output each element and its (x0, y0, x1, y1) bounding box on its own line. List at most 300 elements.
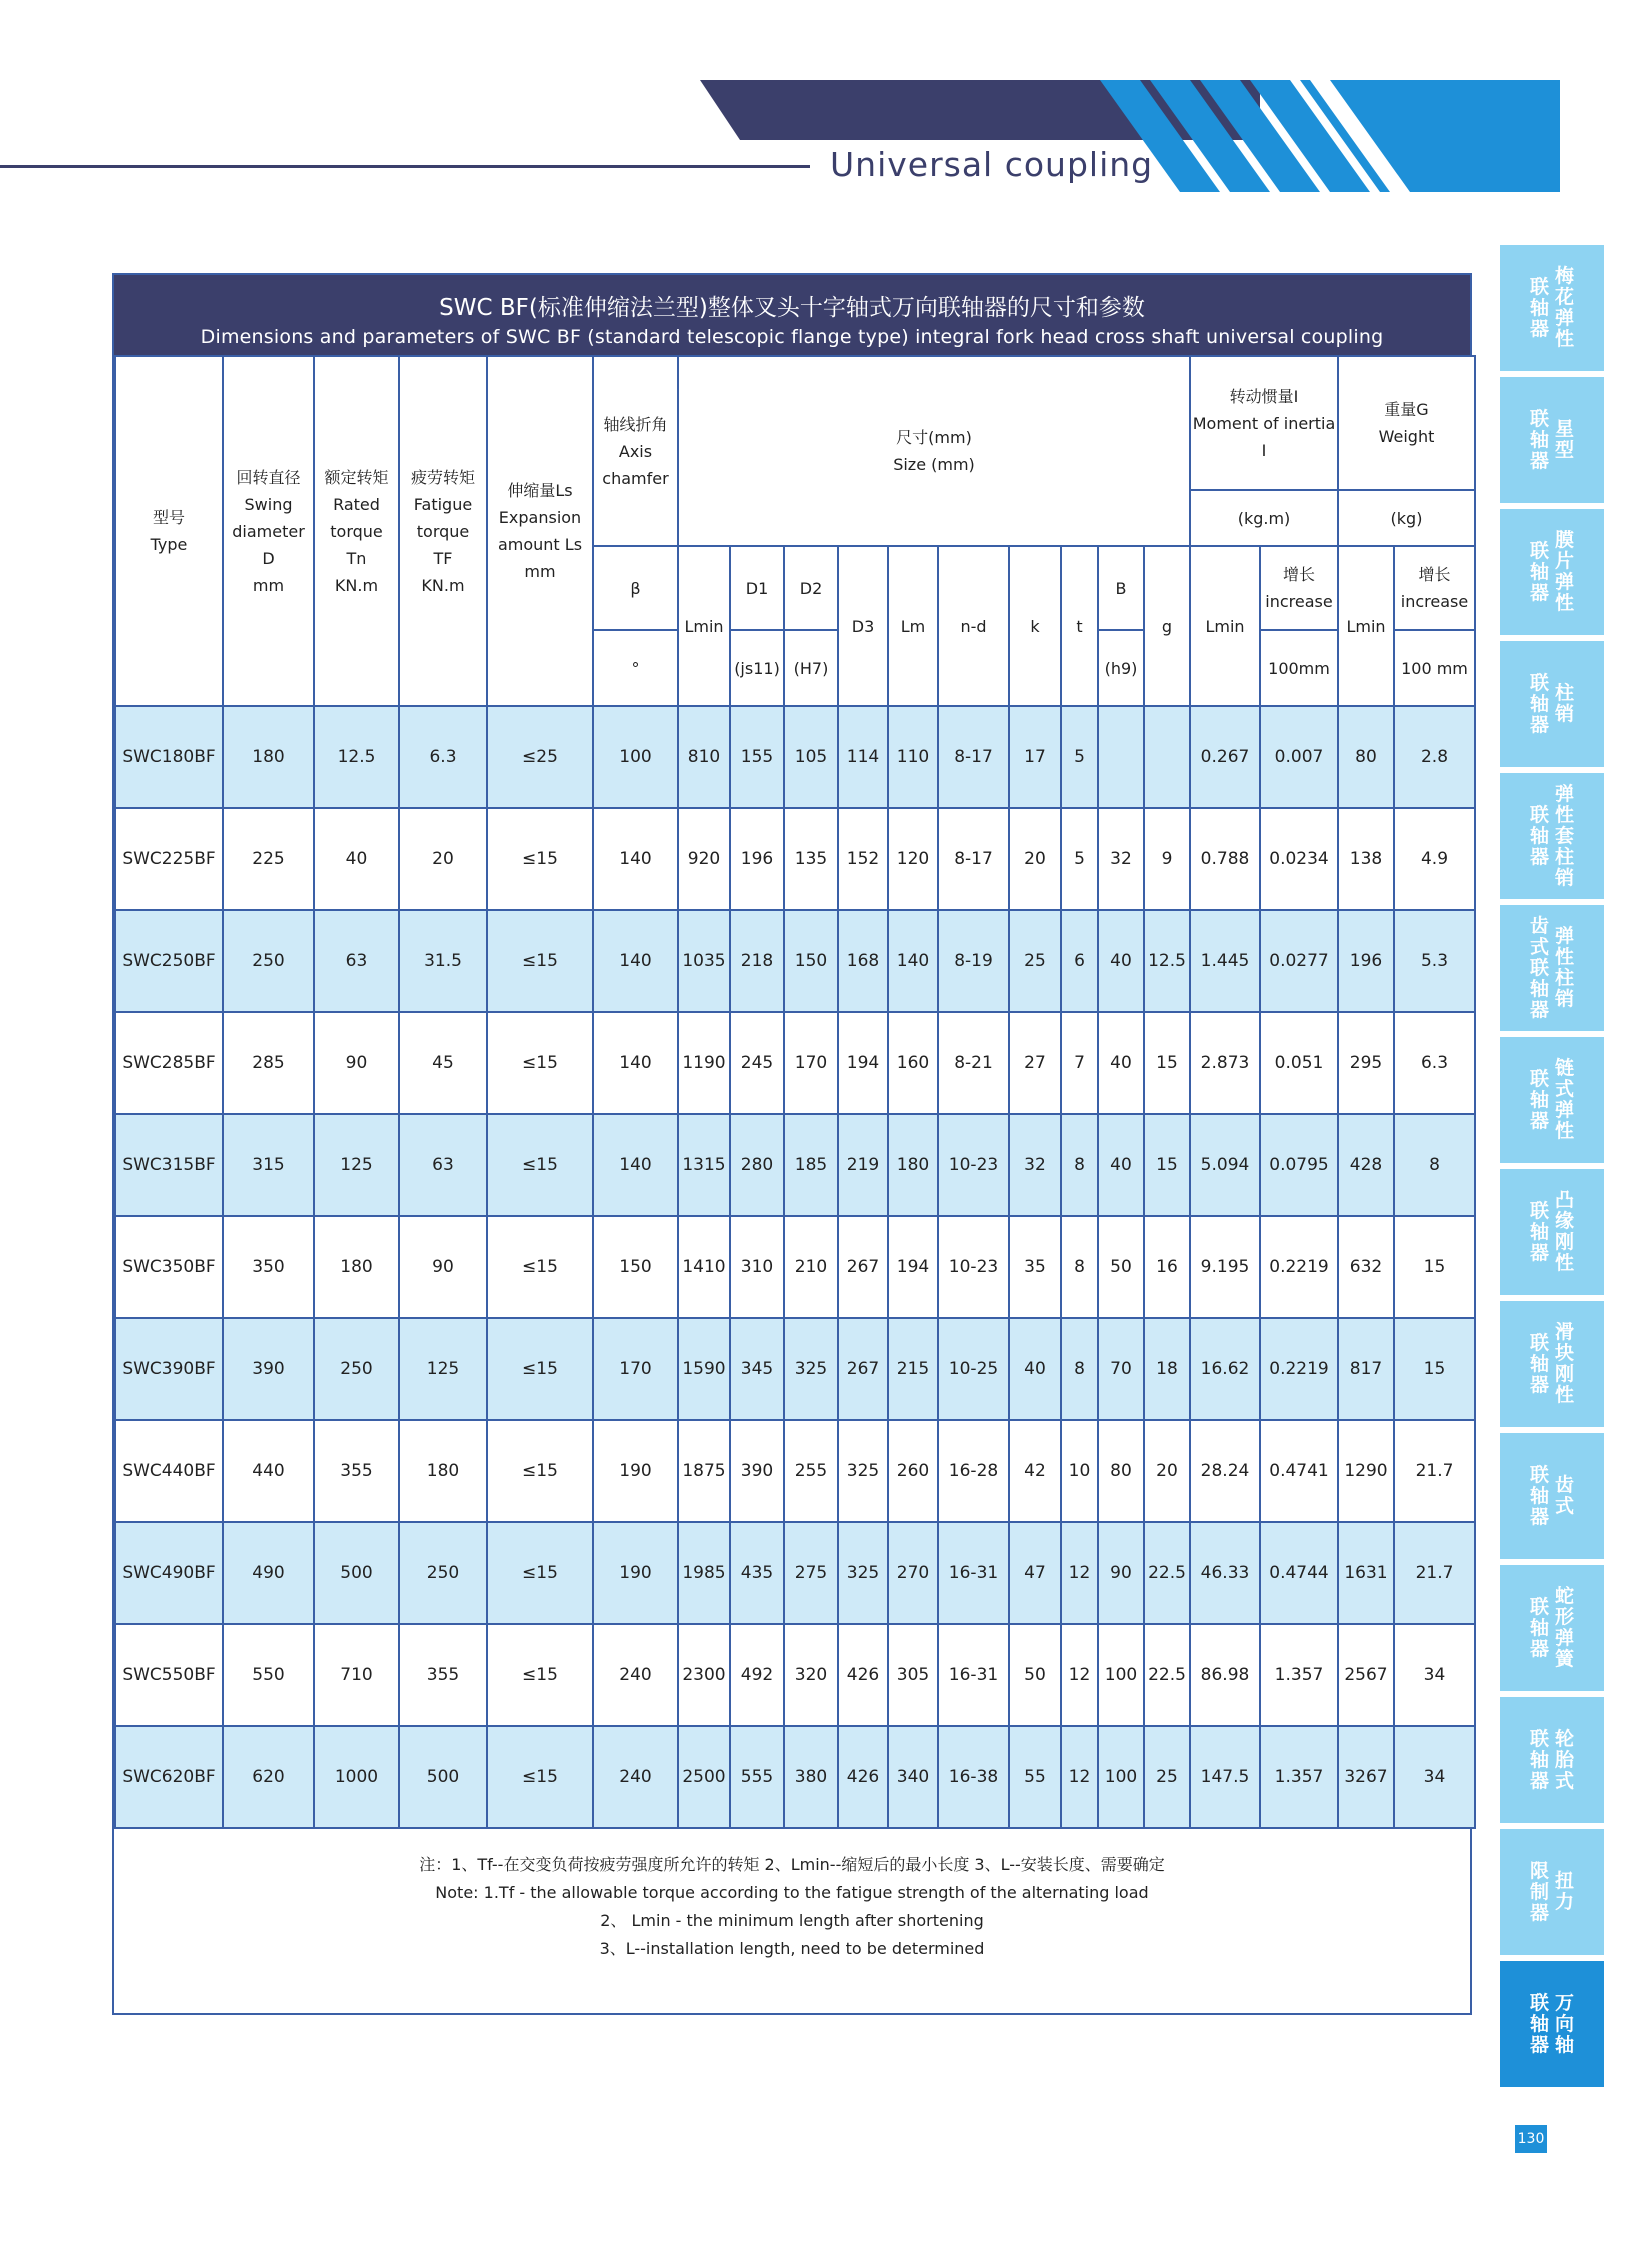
side-tab-char: 轴 (1529, 1220, 1549, 1243)
side-tab-label (1530, 409, 1549, 472)
side-tab-char: 轴 (1529, 1352, 1549, 1375)
col-moment-lmin: Lmin (1190, 546, 1260, 706)
side-tab-char: 联 (1529, 1331, 1549, 1354)
table-cell: 140 (593, 808, 678, 910)
table-cell: 325 (784, 1318, 838, 1420)
table-cell: 168 (838, 910, 888, 1012)
side-tab-char: 器 (1529, 1901, 1549, 1924)
table-cell: 817 (1338, 1318, 1394, 1420)
side-tab[interactable] (1500, 905, 1604, 1031)
side-tab-char: 器 (1529, 2033, 1549, 2056)
table-cell: 2.8 (1394, 706, 1475, 808)
side-tab-char: 轴 (1529, 1616, 1549, 1639)
side-tab-char: 柱 (1555, 682, 1575, 704)
table-cell: 426 (838, 1624, 888, 1726)
table-cell: 490 (223, 1522, 314, 1624)
side-tab-char: 性 (1555, 328, 1575, 350)
table-cell: 355 (314, 1420, 399, 1522)
side-tab-char: 弹 (1555, 925, 1575, 947)
table-cell: 152 (838, 808, 888, 910)
table-cell: 18 (1144, 1318, 1190, 1420)
table-cell: 8 (1061, 1318, 1098, 1420)
side-tab-char: 销 (1555, 866, 1575, 889)
col-expansion: 伸缩量Ls Expansion amount Ls mm (487, 356, 593, 706)
table-cell: 42 (1009, 1420, 1061, 1522)
note-line: Note: 1.Tf - the allowable torque according to the fatigue strength of the alternating load (435, 1883, 1149, 1902)
table-cell: 280 (730, 1114, 784, 1216)
side-tab-char: 式 (1555, 1078, 1575, 1100)
table-cell: 0.007 (1260, 706, 1338, 808)
table-cell: 3267 (1338, 1726, 1394, 1828)
side-tab-label (1530, 541, 1549, 604)
table-cell: 435 (730, 1522, 784, 1624)
table-cell: 46.33 (1190, 1522, 1260, 1624)
table-cell: ≤15 (487, 1726, 593, 1828)
table-cell: 110 (888, 706, 938, 808)
side-tab-label (1530, 1465, 1549, 1528)
row-type-cell: SWC350BF (115, 1216, 223, 1318)
table-cell: 34 (1394, 1726, 1475, 1828)
table-cell: 620 (223, 1726, 314, 1828)
side-tab-char: 联 (1529, 671, 1549, 694)
side-tab-char: 块 (1555, 1342, 1575, 1364)
side-tab-char: 刚 (1555, 1363, 1575, 1385)
side-tab-char: 花 (1555, 286, 1575, 308)
table-cell: 9 (1144, 808, 1190, 910)
side-tab[interactable] (1500, 1433, 1604, 1559)
table-cell: 390 (730, 1420, 784, 1522)
side-tab-char: 联 (1529, 956, 1549, 979)
table-cell: 21.7 (1394, 1420, 1475, 1522)
table-cell: 135 (784, 808, 838, 910)
note-line: 注：1、Tf--在交变负荷按疲劳强度所允许的转矩 2、Lmin--缩短后的最小长度 3、L--安装长度、需要确定 (419, 1855, 1165, 1874)
table-cell: 25 (1144, 1726, 1190, 1828)
side-tab-label (1555, 1322, 1574, 1406)
table-row (115, 1318, 1475, 1420)
table-cell: 632 (1338, 1216, 1394, 1318)
side-tab[interactable] (1500, 509, 1604, 635)
side-tab-char: 联 (1529, 1991, 1549, 2014)
side-tab-char: 梅 (1555, 265, 1575, 287)
side-tab-char: 器 (1529, 1109, 1549, 1132)
side-tab-char: 性 (1555, 1120, 1575, 1142)
spec-table-body (115, 706, 1475, 1828)
side-tab-label (1530, 277, 1549, 340)
table-cell: 90 (314, 1012, 399, 1114)
header-rule (0, 165, 810, 168)
side-tab-char: 弹 (1555, 782, 1575, 805)
table-cell: 120 (888, 808, 938, 910)
table-cell: 0.788 (1190, 808, 1260, 910)
row-type-cell: SWC620BF (115, 1726, 223, 1828)
table-cell: 225 (223, 808, 314, 910)
side-tab-char: 轴 (1555, 2033, 1575, 2056)
table-cell: 5 (1061, 706, 1098, 808)
col-d1: D1 (730, 546, 784, 630)
table-cell: 80 (1098, 1420, 1144, 1522)
table-cell: 267 (838, 1318, 888, 1420)
table-cell: 7 (1061, 1012, 1098, 1114)
side-tab-char: 弹 (1555, 1099, 1575, 1121)
table-cell: 270 (888, 1522, 938, 1624)
table-cell: 8-19 (938, 910, 1009, 1012)
table-cell: ≤15 (487, 1522, 593, 1624)
side-tab-char: 联 (1529, 1463, 1549, 1486)
side-tab-char: 轴 (1529, 428, 1549, 451)
table-cell: 1.445 (1190, 910, 1260, 1012)
table-cell: 25 (1009, 910, 1061, 1012)
table-title-en: Dimensions and parameters of SWC BF (standard telescopic flange type) integral fork head cross shaft universal coupling (200, 326, 1384, 348)
note-line: 3、L--installation length, need to be determined (599, 1939, 985, 1958)
table-cell: 1190 (678, 1012, 730, 1114)
col-d3: D3 (838, 546, 888, 706)
table-cell: 0.4744 (1260, 1522, 1338, 1624)
table-cell: 5 (1061, 808, 1098, 910)
table-cell: 194 (888, 1216, 938, 1318)
col-swing-diameter: 回转直径 Swing diameter D mm (223, 356, 314, 706)
table-row (115, 1012, 1475, 1114)
table-cell: 27 (1009, 1012, 1061, 1114)
table-cell: ≤15 (487, 910, 593, 1012)
table-cell: 150 (593, 1216, 678, 1318)
side-tab-label (1555, 683, 1574, 725)
table-cell: 34 (1394, 1624, 1475, 1726)
side-tab-char: 万 (1555, 1991, 1575, 2014)
side-tab-label (1530, 1729, 1549, 1792)
table-cell: ≤15 (487, 1012, 593, 1114)
side-tab[interactable] (1500, 773, 1604, 899)
table-row (115, 1624, 1475, 1726)
table-cell: 550 (223, 1624, 314, 1726)
table-cell: 31.5 (399, 910, 487, 1012)
table-cell: 196 (1338, 910, 1394, 1012)
side-tab-label (1555, 266, 1574, 350)
table-cell: 10-23 (938, 1114, 1009, 1216)
col-rated-torque: 额定转矩 Rated torque Tn KN.m (314, 356, 399, 706)
table-cell: 245 (730, 1012, 784, 1114)
table-cell: 40 (1009, 1318, 1061, 1420)
side-tab-char: 轴 (1529, 296, 1549, 319)
side-tab-char: 轴 (1529, 1088, 1549, 1111)
side-tab-char: 齿 (1555, 1474, 1575, 1496)
table-cell: 12 (1061, 1522, 1098, 1624)
table-cell: 0.2219 (1260, 1318, 1338, 1420)
table-cell: 500 (399, 1726, 487, 1828)
side-tab-char: 形 (1555, 1606, 1575, 1628)
table-caption (114, 275, 1470, 355)
table-cell: 185 (784, 1114, 838, 1216)
row-type-cell: SWC440BF (115, 1420, 223, 1522)
col-weight-increase: 增长 increase (1394, 546, 1475, 630)
side-tab-label (1530, 1333, 1549, 1396)
table-cell: 138 (1338, 808, 1394, 910)
table-cell: 250 (314, 1318, 399, 1420)
col-axis-chamfer: 轴线折角 Axis chamfer (593, 356, 678, 546)
table-cell: 0.267 (1190, 706, 1260, 808)
side-tab[interactable] (1500, 1301, 1604, 1427)
table-cell: 1985 (678, 1522, 730, 1624)
side-tab[interactable] (1500, 377, 1604, 503)
side-tab-label (1555, 1475, 1574, 1517)
table-cell: 250 (223, 910, 314, 1012)
weight-increase-unit: 100 mm (1394, 630, 1475, 706)
table-cell: 45 (399, 1012, 487, 1114)
side-tab-char: 齿 (1529, 914, 1549, 937)
side-tab-char: 销 (1555, 988, 1575, 1010)
table-cell: 90 (399, 1216, 487, 1318)
side-tab-char: 联 (1529, 1595, 1549, 1618)
table-cell: 1875 (678, 1420, 730, 1522)
table-cell: 16-31 (938, 1624, 1009, 1726)
side-tab[interactable] (1500, 1565, 1604, 1691)
table-cell: 40 (1098, 1114, 1144, 1216)
table-cell: 6.3 (1394, 1012, 1475, 1114)
side-tab-label (1555, 419, 1574, 461)
side-tab-char: 向 (1555, 2012, 1575, 2035)
table-row (115, 1420, 1475, 1522)
side-tab-label (1530, 805, 1549, 868)
table-cell (1098, 706, 1144, 808)
side-tab-char: 柱 (1555, 967, 1575, 989)
table-cell: 345 (730, 1318, 784, 1420)
table-cell: 2300 (678, 1624, 730, 1726)
col-k: k (1009, 546, 1061, 706)
table-title-zh: SWC BF(标准伸缩法兰型)整体叉头十字轴式万向联轴器的尺寸和参数 (439, 295, 1145, 321)
side-tab[interactable] (1500, 1169, 1604, 1295)
table-cell: 295 (1338, 1012, 1394, 1114)
table-cell: 180 (888, 1114, 938, 1216)
row-type-cell: SWC225BF (115, 808, 223, 910)
table-cell: 1590 (678, 1318, 730, 1420)
table-cell: 16-31 (938, 1522, 1009, 1624)
table-cell: 194 (838, 1012, 888, 1114)
table-cell: 555 (730, 1726, 784, 1828)
table-cell: 21.7 (1394, 1522, 1475, 1624)
col-fatigue-torque: 疲劳转矩 Fatigue torque TF KN.m (399, 356, 487, 706)
side-tab-char: 器 (1529, 1769, 1549, 1792)
row-type-cell: SWC250BF (115, 910, 223, 1012)
side-tab-char: 器 (1529, 1373, 1549, 1396)
table-cell: 40 (1098, 910, 1144, 1012)
table-cell: 32 (1009, 1114, 1061, 1216)
table-cell: 310 (730, 1216, 784, 1318)
side-tab-char: 器 (1529, 713, 1549, 736)
side-tab-char: 滑 (1555, 1321, 1575, 1343)
side-tab-char: 轴 (1529, 560, 1549, 583)
table-cell: 40 (314, 808, 399, 910)
side-tab-char: 限 (1529, 1859, 1549, 1882)
table-cell: 16 (1144, 1216, 1190, 1318)
table-cell: 6.3 (399, 706, 487, 808)
b-unit: (h9) (1098, 630, 1144, 706)
table-row (115, 706, 1475, 808)
d2-unit: (H7) (784, 630, 838, 706)
side-tab-char: 性 (1555, 946, 1575, 968)
side-tab-char: 弹 (1555, 1627, 1575, 1649)
side-tab-char: 器 (1529, 449, 1549, 472)
notes (114, 1829, 1470, 1963)
row-type-cell: SWC180BF (115, 706, 223, 808)
table-cell: 305 (888, 1624, 938, 1726)
side-tab-char: 联 (1529, 1067, 1549, 1090)
side-tab[interactable] (1500, 1037, 1604, 1163)
side-tab-char: 星 (1555, 418, 1575, 440)
beta-unit: ° (593, 630, 678, 706)
side-tab-char: 联 (1529, 275, 1549, 298)
side-tab-char: 弹 (1555, 571, 1575, 593)
side-tab-char: 柱 (1555, 845, 1575, 868)
side-tab-label (1555, 1993, 1574, 2056)
col-weight-group: 重量G Weight (1338, 356, 1475, 490)
table-cell: 215 (888, 1318, 938, 1420)
table-cell: 340 (888, 1726, 938, 1828)
side-tab-char: 扭 (1555, 1870, 1575, 1892)
table-cell: 180 (399, 1420, 487, 1522)
table-cell: 63 (399, 1114, 487, 1216)
col-moment-group: 转动惯量I Moment of inertia I (1190, 356, 1338, 490)
table-cell: 180 (314, 1216, 399, 1318)
table-cell: 16-38 (938, 1726, 1009, 1828)
table-cell: 355 (399, 1624, 487, 1726)
table-cell: 100 (1098, 1726, 1144, 1828)
table-cell: 16-28 (938, 1420, 1009, 1522)
side-tab-char: 轴 (1529, 1748, 1549, 1771)
side-tab-char: 套 (1555, 824, 1575, 847)
table-cell: 140 (593, 1012, 678, 1114)
side-tab-char: 式 (1555, 1769, 1575, 1792)
table-cell: 2567 (1338, 1624, 1394, 1726)
col-type: 型号 Type (115, 356, 223, 706)
table-cell: 428 (1338, 1114, 1394, 1216)
col-d2: D2 (784, 546, 838, 630)
table-cell: 6 (1061, 910, 1098, 1012)
table-cell: 0.0277 (1260, 910, 1338, 1012)
table-cell: 32 (1098, 808, 1144, 910)
table-row (115, 1114, 1475, 1216)
table-cell: 20 (1144, 1420, 1190, 1522)
side-tab-label (1530, 1069, 1549, 1132)
side-tab-label (1555, 784, 1574, 889)
table-cell: ≤15 (487, 1114, 593, 1216)
table-cell: 15 (1394, 1216, 1475, 1318)
table-cell: 1000 (314, 1726, 399, 1828)
col-lmin: Lmin (678, 546, 730, 706)
side-tab-char: 轴 (1529, 977, 1549, 1000)
side-tab-label (1555, 1058, 1574, 1142)
table-cell: 100 (593, 706, 678, 808)
side-tab-label (1530, 1201, 1549, 1264)
table-cell: 170 (784, 1012, 838, 1114)
col-weight-lmin: Lmin (1338, 546, 1394, 706)
table-cell: 47 (1009, 1522, 1061, 1624)
weight-unit: (kg) (1338, 490, 1475, 546)
table-cell: ≤15 (487, 1624, 593, 1726)
row-type-cell: SWC315BF (115, 1114, 223, 1216)
table-cell: 1035 (678, 910, 730, 1012)
table-cell: 1315 (678, 1114, 730, 1216)
table-cell: ≤15 (487, 1420, 593, 1522)
side-tab-char: 轴 (1529, 1484, 1549, 1507)
side-tab-char: 轮 (1555, 1727, 1575, 1750)
table-cell: 160 (888, 1012, 938, 1114)
table-cell: 12.5 (1144, 910, 1190, 1012)
table-cell: ≤15 (487, 1318, 593, 1420)
side-tab[interactable] (1500, 641, 1604, 767)
side-tab[interactable] (1500, 1961, 1604, 2087)
side-tab-char: 弹 (1555, 307, 1575, 329)
category-sidebar (1500, 245, 1604, 2093)
table-cell: ≤15 (487, 1216, 593, 1318)
side-tab-char: 器 (1529, 581, 1549, 604)
table-cell: 10 (1061, 1420, 1098, 1522)
table-cell: 350 (223, 1216, 314, 1318)
table-cell: ≤15 (487, 808, 593, 910)
table-cell: 255 (784, 1420, 838, 1522)
col-beta: β (593, 546, 678, 630)
side-tab-char: 性 (1555, 803, 1575, 826)
row-type-cell: SWC490BF (115, 1522, 223, 1624)
table-cell: 325 (838, 1522, 888, 1624)
side-tab-char: 联 (1529, 539, 1549, 562)
table-cell: 140 (593, 1114, 678, 1216)
table-cell: 140 (888, 910, 938, 1012)
table-cell: 180 (223, 706, 314, 808)
side-tab[interactable] (1500, 1829, 1604, 1955)
side-tab-char: 刚 (1555, 1231, 1575, 1253)
table-cell: ≤25 (487, 706, 593, 808)
side-tab-char: 轴 (1529, 692, 1549, 715)
table-cell: 1410 (678, 1216, 730, 1318)
table-cell: 8 (1061, 1114, 1098, 1216)
table-cell: 125 (314, 1114, 399, 1216)
side-tab-char: 性 (1555, 1252, 1575, 1274)
col-size-group: 尺寸(mm) Size (mm) (678, 356, 1190, 546)
table-cell: 440 (223, 1420, 314, 1522)
table-cell: 15 (1394, 1318, 1475, 1420)
table-cell: 8-21 (938, 1012, 1009, 1114)
table-cell: 240 (593, 1624, 678, 1726)
side-tab-char: 胎 (1555, 1748, 1575, 1771)
table-row (115, 808, 1475, 910)
side-tab-label (1555, 1871, 1574, 1913)
table-cell: 20 (1009, 808, 1061, 910)
table-cell: 240 (593, 1726, 678, 1828)
table-cell: 90 (1098, 1522, 1144, 1624)
col-lm: Lm (888, 546, 938, 706)
side-tab-char: 联 (1529, 407, 1549, 430)
table-cell: 35 (1009, 1216, 1061, 1318)
side-tab-char: 性 (1555, 1384, 1575, 1406)
table-cell: 86.98 (1190, 1624, 1260, 1726)
side-tab-char: 联 (1529, 1727, 1549, 1750)
col-t: t (1061, 546, 1098, 706)
table-cell: 22.5 (1144, 1624, 1190, 1726)
table-cell: 0.051 (1260, 1012, 1338, 1114)
side-tab[interactable] (1500, 245, 1604, 371)
table-cell: 285 (223, 1012, 314, 1114)
table-cell: 1.357 (1260, 1624, 1338, 1726)
side-tab[interactable] (1500, 1697, 1604, 1823)
moment-increase-unit: 100mm (1260, 630, 1338, 706)
table-cell: 810 (678, 706, 730, 808)
table-cell: 114 (838, 706, 888, 808)
table-cell: 150 (784, 910, 838, 1012)
table-cell: 28.24 (1190, 1420, 1260, 1522)
row-type-cell: SWC285BF (115, 1012, 223, 1114)
table-cell: 55 (1009, 1726, 1061, 1828)
table-cell: 5.094 (1190, 1114, 1260, 1216)
side-tab-char: 力 (1555, 1891, 1575, 1913)
